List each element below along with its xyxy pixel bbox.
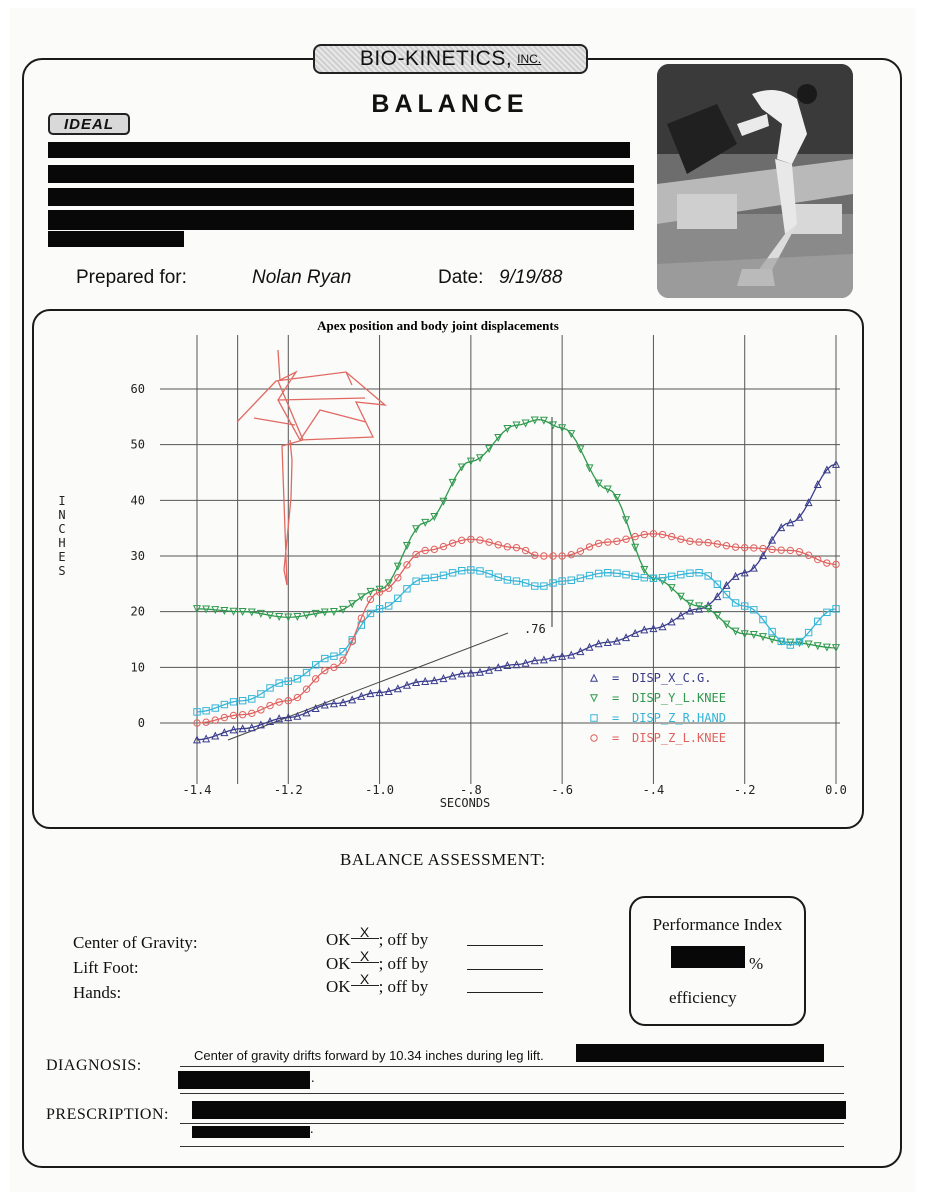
chart-title: Apex position and body joint displacements	[317, 318, 559, 333]
diagnosis-label: DIAGNOSIS:	[46, 1057, 142, 1074]
y-axis-label-letter: C	[58, 522, 66, 536]
hands-check: X	[351, 973, 379, 986]
lift-foot-label: Lift Foot:	[73, 958, 139, 977]
lift-foot-ok: OK X ; off by	[326, 948, 429, 973]
prescription-line-1	[180, 1123, 844, 1124]
redacted-performance-value	[671, 946, 745, 968]
legend-equals: =	[612, 671, 620, 685]
chart-grid	[160, 335, 840, 784]
prepared-for-label: Prepared for:	[76, 267, 187, 288]
performance-index-caption: efficiency	[669, 988, 737, 1007]
redacted-prescription-1	[192, 1101, 846, 1119]
x-tick-label: 0.0	[825, 783, 847, 797]
y-tick-label: 10	[130, 660, 145, 675]
data-point	[591, 735, 597, 741]
y-tick-label: 60	[130, 382, 145, 396]
chart-legend	[591, 671, 726, 745]
y-tick-label: 50	[130, 437, 145, 452]
date-label: Date:	[438, 267, 484, 288]
diagnosis-text: Center of gravity drifts forward by 10.34 inches during leg lift.	[194, 1048, 544, 1063]
athlete-name: Nolan Ryan	[252, 267, 352, 288]
series-disp-z-r-hand	[194, 567, 839, 715]
center-of-gravity-offby-field	[467, 945, 543, 946]
x-tick-label: -.4	[642, 783, 665, 797]
company-suffix: INC.	[517, 52, 542, 66]
apex-label: .76	[524, 622, 546, 636]
prescription-end: .	[310, 1122, 314, 1137]
legend-equals: =	[612, 731, 620, 745]
performance-index-box	[629, 896, 806, 1026]
diagnosis-line-1	[180, 1066, 844, 1067]
lift-foot-offby-field	[467, 969, 543, 970]
x-tick-label: -1.4	[182, 783, 212, 797]
y-axis-label-letter: E	[58, 550, 66, 564]
legend-entry: DISP_Z_R.HAND	[632, 711, 726, 725]
x-tick-label: -.2	[733, 783, 756, 797]
x-tick-label: -.6	[551, 783, 573, 797]
assessment-title: BALANCE ASSESSMENT:	[340, 850, 546, 869]
ideal-badge: IDEAL	[48, 113, 130, 135]
y-tick-label: 20	[130, 604, 145, 619]
hands-offby-field	[467, 992, 543, 993]
prescription-label: PRESCRIPTION:	[46, 1106, 169, 1123]
legend-entry: DISP_Y_L.KNEE	[632, 691, 726, 705]
center-of-gravity-ok: OK X ; off by	[326, 924, 429, 949]
hands-label: Hands:	[73, 983, 122, 1002]
y-tick-label: 0	[137, 716, 145, 730]
y-axis-label-letter: N	[58, 508, 66, 522]
x-tick-label: -1.0	[365, 783, 395, 797]
series-line	[197, 420, 836, 648]
y-axis-label	[58, 494, 65, 578]
redacted-prescription-2	[192, 1126, 310, 1138]
chart-series	[194, 417, 839, 743]
y-axis-label-letter: I	[58, 494, 66, 508]
performance-index-unit: %	[749, 954, 764, 973]
report-date: 9/19/88	[499, 267, 563, 288]
x-tick-label: -.8	[460, 783, 482, 797]
series-disp-z-l-knee	[194, 531, 839, 727]
stick-figure	[237, 350, 385, 585]
y-tick-label: 40	[130, 493, 145, 508]
x-axis-label: SECONDS	[439, 796, 491, 810]
center-of-gravity-check: X	[351, 926, 379, 939]
company-name: BIO-KINETICS,	[359, 47, 513, 70]
y-axis-label-letter: S	[58, 564, 66, 578]
lift-foot-check: X	[351, 950, 379, 963]
series-line	[197, 464, 836, 740]
data-point	[591, 715, 597, 721]
redacted-diagnosis-1	[576, 1044, 824, 1062]
x-tick-label: -1.2	[273, 783, 303, 797]
diagnosis-end: .	[311, 1071, 315, 1086]
legend-entry: DISP_Z_L.KNEE	[632, 731, 726, 745]
legend-equals: =	[612, 691, 620, 705]
data-point	[591, 675, 597, 681]
performance-index-title: Performance Index	[652, 915, 783, 934]
redacted-diagnosis-2	[178, 1071, 310, 1089]
legend-entry: DISP_X_C.G.	[632, 671, 712, 685]
diagnosis-line-2	[180, 1093, 844, 1094]
legend-equals: =	[612, 711, 620, 725]
y-tick-label: 30	[130, 549, 145, 563]
y-axis-label-letter: H	[58, 536, 66, 550]
data-point	[591, 695, 597, 701]
hands-ok: OK X ; off by	[326, 971, 429, 996]
series-line	[197, 570, 836, 712]
center-of-gravity-label: Center of Gravity:	[73, 933, 198, 952]
page-title: BALANCE	[371, 90, 529, 118]
prescription-line-2	[180, 1146, 844, 1147]
series-line	[197, 534, 836, 723]
